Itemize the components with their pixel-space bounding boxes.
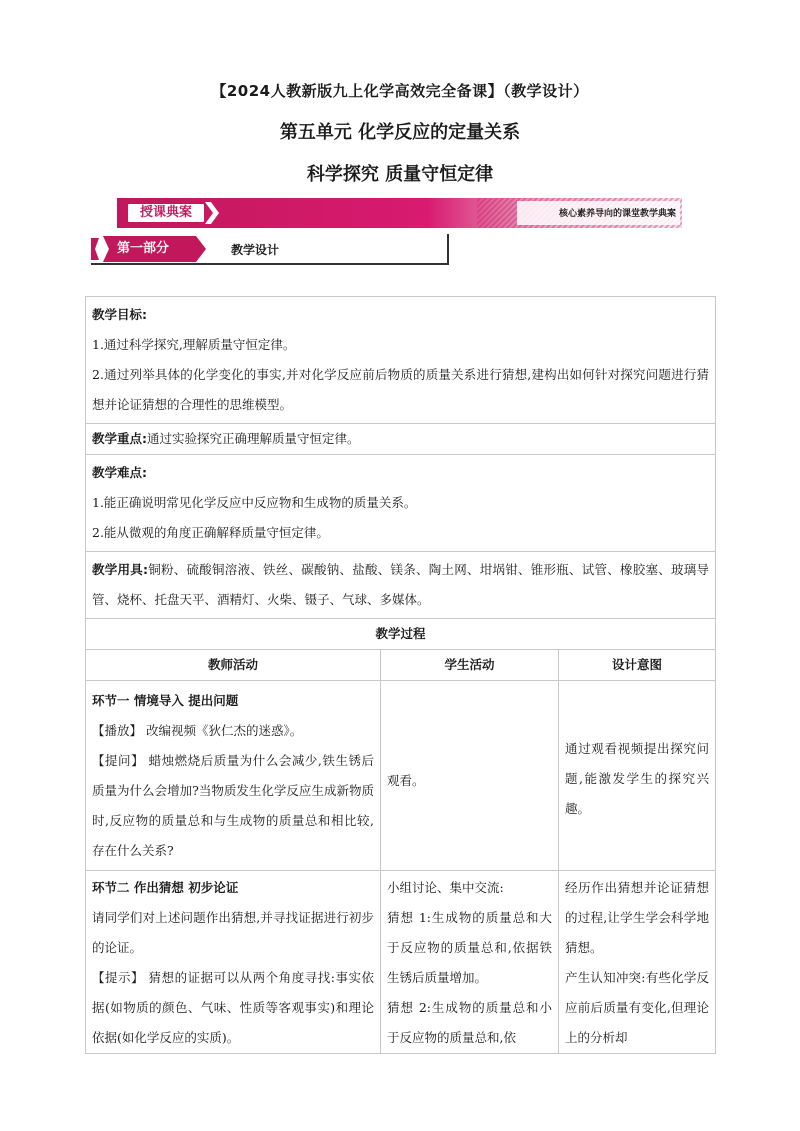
column-header-teacher: 教师活动 bbox=[86, 650, 381, 681]
process-columns-row bbox=[86, 650, 716, 681]
section-end-rule bbox=[447, 234, 449, 265]
lesson-title: 科学探究 质量守恒定律 bbox=[306, 164, 494, 185]
banner-subtitle: 核心素养导向的课堂教学典案 bbox=[558, 209, 676, 219]
stage2-student-line: 小组讨论、集中交流: bbox=[387, 880, 504, 895]
process-heading-row bbox=[86, 619, 716, 650]
stage2-intent-line: 经历作出猜想并论证猜想的过程,让学生学会科学地猜想。 bbox=[565, 880, 710, 955]
stage2-title: 环节二 作出猜想 初步论证 bbox=[92, 880, 239, 895]
tools-heading: 教学用具: bbox=[92, 562, 149, 577]
stage2-student-line: 猜想 1:生成物的质量总和大于反应物的质量总和,依据铁生锈后质量增加。 bbox=[387, 910, 552, 985]
objective-item: 1.通过科学探究,理解质量守恒定律。 bbox=[92, 337, 296, 352]
objectives-heading: 教学目标: bbox=[92, 307, 147, 322]
difficulty-row bbox=[86, 455, 716, 552]
tools-text: 铜粉、硫酸铜溶液、铁丝、碳酸钠、盐酸、镁条、陶土网、坩埚钳、锥形瓶、试管、橡胶塞、玻璃导管、烧杯、托盘天平、酒精灯、火柴、镊子、气球、多媒体。 bbox=[92, 562, 710, 607]
objectives-row bbox=[86, 297, 716, 424]
stage1-student: 观看。 bbox=[381, 681, 559, 871]
section-banner bbox=[91, 234, 451, 265]
tools-row bbox=[86, 552, 716, 619]
key-point-heading: 教学重点: bbox=[92, 431, 147, 446]
stage1-question: 【提问】 蜡烛燃烧后质量为什么会减少,铁生锈后质量为什么会增加?当物质发生化学反应生成新物质时,反应物的质量总和与生成物的质量总和相比较,存在什么关系? bbox=[92, 753, 374, 858]
banner-label: 授课典案 bbox=[127, 203, 205, 223]
section-underline bbox=[91, 263, 447, 265]
stage2-row bbox=[86, 871, 716, 1054]
stage1-row bbox=[86, 681, 716, 871]
objective-item: 2.通过列举具体的化学变化的事实,并对化学反应前后物质的质量关系进行猜想,建构出如何针对探究问题进行猜想并论证猜想的合理性的思维模型。 bbox=[92, 367, 710, 412]
unit-title: 第五单元 化学反应的定量关系 bbox=[279, 122, 521, 143]
process-heading: 教学过程 bbox=[86, 619, 716, 650]
lesson-plan-banner bbox=[117, 198, 682, 228]
stage1-intent: 通过观看视频提出探究问题,能激发学生的探究兴趣。 bbox=[559, 681, 716, 871]
column-header-intent: 设计意图 bbox=[559, 650, 716, 681]
difficulty-item: 2.能从微观的角度正确解释质量守恒定律。 bbox=[92, 525, 329, 540]
document-series-title: 【2024人教新版九上化学高效完全备课】（教学设计） bbox=[211, 82, 589, 100]
key-point-row bbox=[86, 424, 716, 455]
stage2-student-line: 猜想 2:生成物的质量总和小于反应物的质量总和,依 bbox=[387, 1000, 552, 1045]
lesson-plan-table bbox=[85, 296, 716, 1054]
section-tag-text: 第一部分 bbox=[117, 241, 170, 256]
stage2-intro: 请同学们对上述问题作出猜想,并寻找证据进行初步的论证。 bbox=[92, 910, 374, 955]
stage1-play: 【播放】 改编视频《狄仁杰的迷惑》。 bbox=[92, 723, 303, 738]
key-point-text: 通过实验探究正确理解质量守恒定律。 bbox=[147, 431, 360, 446]
stage2-hint: 【提示】 猜想的证据可以从两个角度寻找:事实依据(如物质的颜色、气味、性质等客观事实)和理论依据(如化学反应的实质)。 bbox=[92, 970, 374, 1045]
column-header-student: 学生活动 bbox=[381, 650, 559, 681]
difficulty-heading: 教学难点: bbox=[92, 465, 147, 480]
section-title: 教学设计 bbox=[231, 243, 280, 257]
stage1-title: 环节一 情境导入 提出问题 bbox=[92, 693, 239, 708]
stage2-intent-line: 产生认知冲突:有些化学反应前后质量有变化,但理论上的分析却 bbox=[565, 970, 710, 1045]
difficulty-item: 1.能正确说明常见化学反应中反应物和生成物的质量关系。 bbox=[92, 495, 417, 510]
